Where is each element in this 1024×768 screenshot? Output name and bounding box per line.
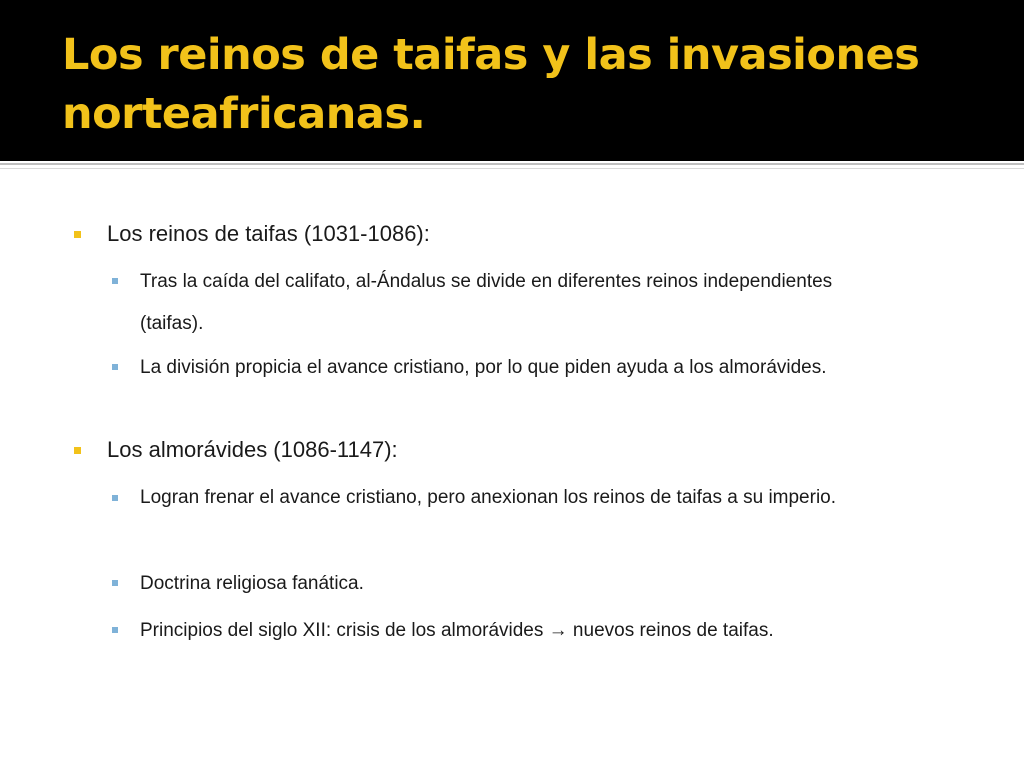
sub-bullet-square-icon bbox=[112, 580, 118, 586]
sub-bullet-text: Principios del siglo XII: crisis de los almorávides → nuevos reinos de taifas. bbox=[140, 620, 774, 641]
sub-bullet-text: Doctrina religiosa fanática. bbox=[140, 573, 364, 594]
sub-bullet-text: La división propicia el avance cristiano, por lo que piden ayuda a los almorávides. bbox=[140, 357, 827, 378]
sub-bullet-square-icon bbox=[112, 278, 118, 284]
bullet-item-label: Los reinos de taifas (1031-1086): bbox=[107, 221, 430, 246]
bullet-item-label: Los almorávides (1086-1147): bbox=[107, 437, 398, 462]
slide-title: Los reinos de taifas y las invasiones norteafricanas. bbox=[62, 30, 920, 139]
sub-bullet-text: Logran frenar el avance cristiano, pero anexionan los reinos de taifas a su imperio. bbox=[140, 487, 837, 508]
sub-bullet-text: Tras la caída del califato, al-Ándalus se divide en diferentes reinos independientes (taifas). bbox=[140, 271, 833, 334]
sub-bullet-square-icon bbox=[112, 364, 118, 370]
bullet-square-icon bbox=[74, 231, 81, 238]
sub-bullet-square-icon bbox=[112, 627, 118, 633]
bullet-square-icon bbox=[74, 447, 81, 454]
sub-bullet-square-icon bbox=[112, 495, 118, 501]
